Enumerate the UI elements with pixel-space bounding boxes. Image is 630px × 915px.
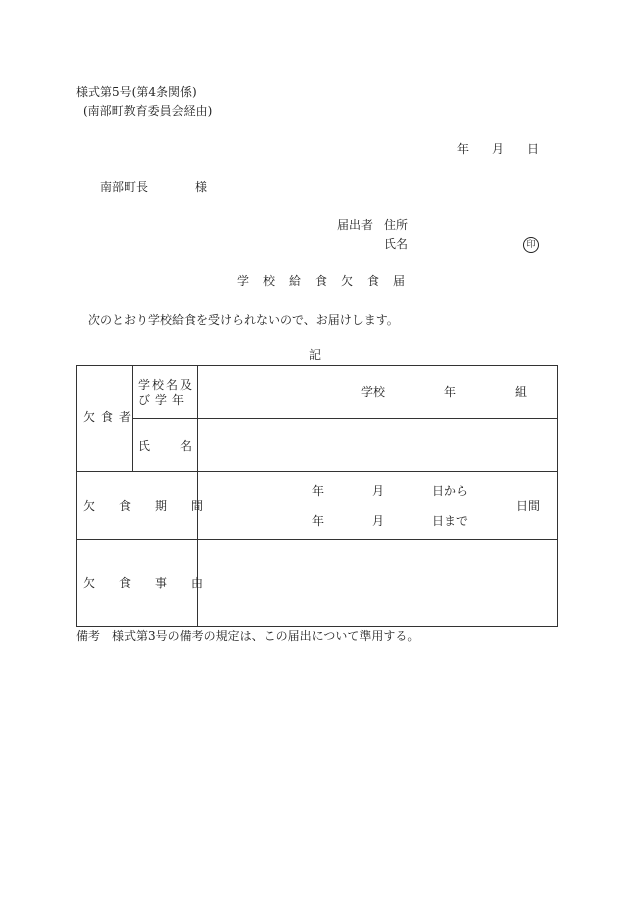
school-grade-label-cell xyxy=(133,366,198,419)
reason-field[interactable] xyxy=(198,540,558,627)
name-field[interactable] xyxy=(198,419,558,472)
from-month: 月 xyxy=(372,484,385,498)
route-note: (南部町教育委員会経由) xyxy=(83,104,213,118)
from-year: 年 xyxy=(312,484,325,498)
addressee-name: 南部町長 xyxy=(100,180,149,194)
reason-label-cell xyxy=(77,540,228,627)
school-grade-field[interactable] xyxy=(198,366,558,419)
period-label-cell xyxy=(77,472,228,540)
to-month: 月 xyxy=(372,514,385,528)
applicant-name-label: 氏名 xyxy=(384,237,409,251)
period-label: 欠食期間 xyxy=(83,499,228,513)
to-day: 日まで xyxy=(432,514,469,528)
seal-mark-text: 印 xyxy=(523,237,539,253)
form-number: 様式第5号(第4条関係) xyxy=(76,85,197,99)
applicant-label: 届出者 xyxy=(337,218,374,232)
document-title: 学校給食欠食届 xyxy=(237,274,420,288)
absentee-label: 欠食者 xyxy=(83,410,138,424)
absentee-label-cell xyxy=(77,366,138,472)
period-field[interactable] xyxy=(198,472,558,540)
date-year-label: 年 xyxy=(457,142,470,156)
school-grade-label-line1: 学校名及 xyxy=(138,378,195,392)
school-suffix: 学校 xyxy=(361,385,386,399)
date-day-label: 日 xyxy=(527,142,540,156)
class-suffix: 組 xyxy=(515,385,528,399)
name-label: 氏名 xyxy=(138,439,223,453)
absence-form-table xyxy=(76,365,558,627)
school-grade-label-line2: び学年 xyxy=(138,393,190,407)
intro-text: 次のとおり学校給食を受けられないので、お届けします。 xyxy=(88,313,399,327)
days-suffix: 日間 xyxy=(516,499,541,513)
reason-label: 欠食事由 xyxy=(83,576,228,590)
ki-label: 記 xyxy=(309,348,322,362)
seal-mark xyxy=(523,236,539,253)
to-year: 年 xyxy=(312,514,325,528)
remarks-text: 備考 様式第3号の備考の規定は、この届出について準用する。 xyxy=(76,629,420,643)
from-day: 日から xyxy=(432,484,469,498)
grade-suffix: 年 xyxy=(444,385,457,399)
addressee-honorific: 様 xyxy=(195,180,208,194)
date-month-label: 月 xyxy=(492,142,505,156)
name-label-cell xyxy=(133,419,223,472)
applicant-address-label: 住所 xyxy=(384,218,409,232)
